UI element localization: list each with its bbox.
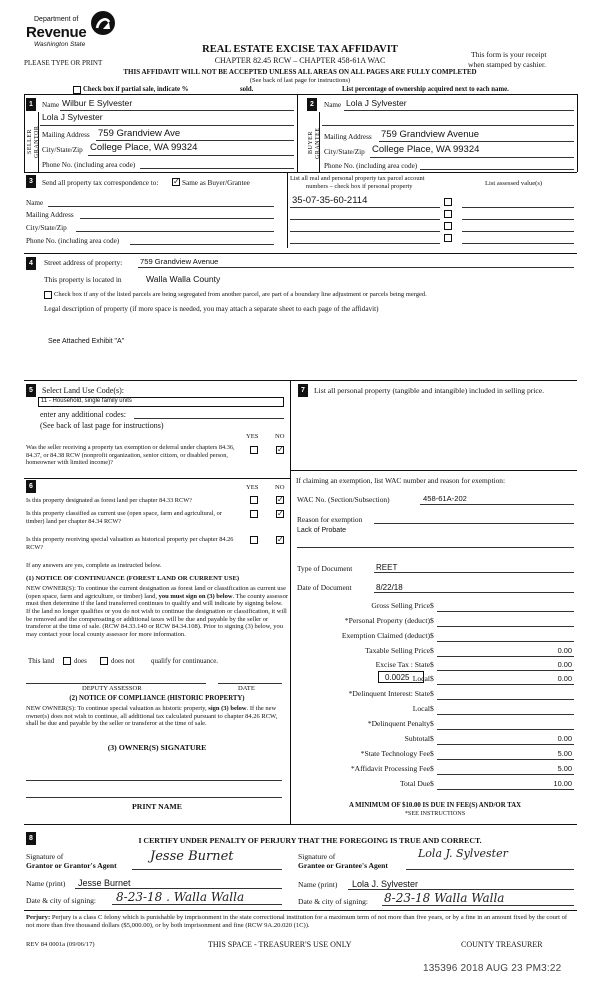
tax-row-label: Subtotal <box>404 734 430 743</box>
buyer-name-1[interactable]: Lola J Sylvester <box>346 98 407 108</box>
buyer-phone-label: Phone No. (including area code) <box>324 162 418 170</box>
this-land-label: This land <box>28 657 55 665</box>
grantor-signature[interactable]: Jesse Burnet <box>150 849 234 864</box>
section-1-number: 1 <box>26 98 36 111</box>
notice-continuance-text <box>26 585 288 639</box>
grantor-date-city[interactable]: 8-23-18 . Walla Walla <box>116 890 245 904</box>
grantee-agent-label: Grantee or Grantee's Agent <box>298 861 388 870</box>
section6-yes: YES <box>246 484 259 491</box>
tax-row-currency: $ <box>430 764 434 773</box>
tax-row-label: *Delinquent Penalty <box>367 719 430 728</box>
receipt-note-1: This form is your receipt <box>471 50 547 59</box>
local-rate-box[interactable] <box>378 671 424 683</box>
tax-row-currency: $ <box>430 660 434 669</box>
section-5-number: 5 <box>26 384 36 397</box>
perjury-text: Perjury is a class C felony which is punishable by imprisonment in the state correctional institution for a maximum term of not more than five years, or by a fine in an amount fixed by the court of not more than five thousand dollars ($5,000.00), or by both imprisonment and fine (RCW 9A.20.020 (1C)). <box>26 914 568 929</box>
seller-phone-label: Phone No. (including area code) <box>42 161 136 169</box>
grantor-name-label: Name (print) <box>26 879 66 888</box>
partial-sale-label: Check box if partial sale, indicate % <box>83 86 189 93</box>
section5-yes: YES <box>246 433 259 440</box>
tax-row-currency: $ <box>430 646 434 655</box>
form-title: REAL ESTATE EXCISE TAX AFFIDAVIT <box>202 44 398 55</box>
any-yes-instruction: If any answers are yes, complete as instructed below. <box>26 562 162 569</box>
document-date[interactable]: 8/22/18 <box>376 583 403 592</box>
seller-name-1[interactable]: Wilbur E Sylvester <box>62 98 133 108</box>
same-as-buyer-label: Same as Buyer/Grantee <box>182 179 250 187</box>
revision-label: REV 84 0001a (09/06/17) <box>26 941 95 948</box>
additional-codes-label: enter any additional codes: <box>40 410 126 419</box>
street-address-label: Street address of property: <box>44 258 123 267</box>
buyer-grantee-label: BUYER GRANTEE <box>308 127 321 159</box>
certify-statement: I CERTIFY UNDER PENALTY OF PERJURY THAT THE FOREGOING IS TRUE AND CORRECT. <box>138 836 482 845</box>
seller-mailing[interactable]: 759 Grandview Ave <box>98 128 181 139</box>
tax-row-currency: $ <box>430 631 434 640</box>
tax-row-currency: $ <box>430 749 434 758</box>
correspondence-name-label: Name <box>26 199 44 207</box>
seller-grantor-label: SELLER GRANTOR <box>27 125 40 159</box>
notice-continuance-p2: . The county assessor must then determine if the land transferred continues to qualify and will indicate by signing below. If the land no longer qualifies or you do not wish to continue the designation or classification, it will be removed and the compensating or additional taxes will be due and payable by the seller or transferor at the time of sale. (RCW 84.33.140 or RCW 84.34.108). Prior to signing (3) below, you may contact your local county assessor for more information. <box>26 592 288 638</box>
notice-compliance-p2: . If the new owner(s) does not wish to continue, all additional tax calculated pursuant to chapter 84.26 RCW, shall be due and payable by the seller or transferor at the time of sale. <box>26 705 278 728</box>
see-back-note: (See back of last page for instructions) <box>249 77 351 84</box>
located-in-label: This property is located in <box>44 275 122 284</box>
legal-description[interactable]: See Attached Exhibit "A" <box>48 338 125 345</box>
see-instructions-note: *SEE INSTRUCTIONS <box>404 810 466 817</box>
land-use-value: 11 - Household, single family units <box>41 398 132 404</box>
qualify-label: qualify for continuance. <box>151 657 219 665</box>
forest-yes-checkbox[interactable] <box>250 496 258 504</box>
receipt-note-2: when stamped by cashier. <box>468 60 547 69</box>
historic-yes-checkbox[interactable] <box>250 536 258 544</box>
tax-row-label: Excise Tax : State <box>375 660 430 669</box>
land-use-select[interactable] <box>38 397 284 407</box>
send-correspondence-label: Send all property tax correspondence to: <box>42 179 159 187</box>
correspondence-mailing-label: Mailing Address <box>26 211 74 219</box>
partial-sale-checkbox[interactable] <box>73 86 81 94</box>
grantor-date-city-label: Date & city of signing: <box>26 896 97 905</box>
grantee-date-city-label: Date & city of signing: <box>298 897 369 906</box>
buyer-mailing-label: Mailing Address <box>324 133 372 141</box>
tax-row-value[interactable]: 5.00 <box>557 749 572 758</box>
tax-row-label: *Delinquent Interest: State <box>348 689 430 698</box>
buyer-name-label: Name <box>324 101 342 109</box>
treasurer-stamp: 135396 2018 AUG 23 PM3:22 <box>423 963 562 974</box>
tax-row-label: Exemption Claimed (deduct) <box>341 631 430 640</box>
tax-row-label: Taxable Selling Price <box>365 646 430 655</box>
current-use-no-checkbox[interactable]: ✓ <box>277 509 284 518</box>
tax-row-label: Total Due <box>399 779 430 788</box>
parcel-1-personal-checkbox[interactable] <box>444 198 452 206</box>
notice-compliance-p1: NEW OWNER(S): To continue special valuation as historic property, <box>26 705 209 712</box>
section-4-number: 4 <box>26 257 36 270</box>
grantee-signature[interactable]: Lola J. Sylvester <box>418 847 508 860</box>
parcel-3-personal-checkbox[interactable] <box>444 222 452 230</box>
correspondence-city-label: City/State/Zip <box>26 224 67 232</box>
wac-number-label: WAC No. (Section/Subsection) <box>297 495 390 504</box>
tax-row-label: *State Technology Fee <box>360 749 430 758</box>
tax-row-currency: $ <box>430 704 434 713</box>
buyer-city-label: City/State/Zip <box>324 148 365 156</box>
grantee-date-city[interactable]: 8-23-18 Walla Walla <box>384 891 505 905</box>
print-note: PLEASE TYPE OR PRINT <box>24 59 103 67</box>
document-type-label: Type of Document <box>297 564 353 573</box>
perjury-note <box>26 914 576 930</box>
grantor-name[interactable]: Jesse Burnet <box>78 878 131 888</box>
historic-question: Is this property receiving special valuation as historical property per chapter 84.26 RCW? <box>26 536 234 551</box>
seller-city[interactable]: College Place, WA 99324 <box>90 142 198 153</box>
tax-row-value[interactable]: 0.00 <box>557 734 572 743</box>
seller-name-2[interactable]: Lola J Sylvester <box>42 112 103 122</box>
exemption-reason-label: Reason for exemption <box>297 515 363 524</box>
grantee-name-label: Name (print) <box>298 880 338 889</box>
grantor-agent-label: Grantor or Grantor's Agent <box>26 861 117 870</box>
forest-no-checkbox[interactable]: ✓ <box>277 495 284 504</box>
seller-mailing-label: Mailing Address <box>42 131 90 139</box>
owner-signature-label: (3) OWNER(S) SIGNATURE <box>107 743 207 752</box>
does-not-checkbox[interactable] <box>100 657 108 665</box>
notice-compliance-text <box>26 705 288 728</box>
land-use-see-back: (See back of last page for instructions) <box>40 421 164 430</box>
minimum-due-note: A MINIMUM OF $10.00 IS DUE IN FEE(S) AND/OR TAX <box>348 802 522 809</box>
section-7-number: 7 <box>298 384 308 397</box>
parcel-header-2: numbers – check box if personal property <box>306 183 413 190</box>
form-chapter: CHAPTER 82.45 RCW – CHAPTER 458-61A WAC <box>214 56 386 65</box>
grantee-signature-label: Signature of <box>298 852 336 861</box>
tax-row-value[interactable]: 0.00 <box>557 646 572 655</box>
tax-row-label: Local <box>412 674 430 683</box>
tax-row-currency: $ <box>430 719 434 728</box>
parcel-number-1[interactable]: 35-07-35-60-2114 <box>292 195 368 206</box>
tax-row-label: *Affidavit Processing Fee <box>350 764 430 773</box>
land-use-label: Select Land Use Code(s): <box>42 386 124 395</box>
tax-row-value[interactable]: 0.00 <box>557 660 572 669</box>
exemption-no-checkbox[interactable]: ✓ <box>277 445 284 454</box>
grantee-name[interactable]: Lola J. Sylvester <box>352 879 419 889</box>
wac-number[interactable]: 458-61A-202 <box>423 494 467 503</box>
tax-row-currency: $ <box>430 616 434 625</box>
exemption-yes-checkbox[interactable] <box>250 446 258 454</box>
does-checkbox[interactable] <box>63 657 71 665</box>
logo-name: Revenue <box>26 24 87 41</box>
legal-description-label: Legal description of property (if more space is needed, you may attach a separate sheet to each page of the affidavit) <box>44 305 379 313</box>
section-3-number: 3 <box>26 175 36 188</box>
buyer-city[interactable]: College Place, WA 99324 <box>372 144 480 155</box>
does-not-label: does not <box>111 657 135 665</box>
parcel-header-1: List all real and personal property tax parcel account <box>290 175 425 182</box>
document-date-label: Date of Document <box>297 583 352 592</box>
correspondence-phone-label: Phone No. (including area code) <box>26 237 120 245</box>
tax-row-currency: $ <box>430 734 434 743</box>
tax-row-label: *Personal Property (deduct) <box>344 616 430 625</box>
section-8-number: 8 <box>26 832 36 845</box>
section5-no: NO <box>275 433 285 440</box>
does-label: does <box>74 657 87 665</box>
logo <box>24 10 124 52</box>
notice-compliance-title: (2) NOTICE OF COMPLIANCE (HISTORIC PROPERTY) <box>69 695 245 702</box>
exemption-reason[interactable]: Lack of Probate <box>297 527 347 534</box>
segregated-label: Check box if any of the listed parcels are being segregated from another parcel, are part of a boundary line adjustment or parcels being merged. <box>54 291 427 298</box>
warning-note: THIS AFFIDAVIT WILL NOT BE ACCEPTED UNLESS ALL AREAS ON ALL PAGES ARE FULLY COMPLETED <box>123 68 477 76</box>
tax-row-label: Local <box>412 704 430 713</box>
notice-continuance-title: (1) NOTICE OF CONTINUANCE (FOREST LAND OR CURRENT USE) <box>26 575 240 582</box>
section6-no: NO <box>275 484 285 491</box>
deputy-assessor-label: DEPUTY ASSESSOR <box>82 685 142 692</box>
wac-intro: If claiming an exemption, list WAC number and reason for exemption: <box>296 476 506 485</box>
county-treasurer-label: COUNTY TREASURER <box>461 940 543 949</box>
local-rate: 0.0025 <box>385 673 410 682</box>
assessor-date-label: DATE <box>238 685 255 692</box>
exemption-question: Was the seller receiving a property tax exemption or deferral under chapters 84.36, 84.37, or 84.38 RCW (nonprofit organization, senior citizen, or disabled person, homeowner with limited income)? <box>26 444 235 467</box>
historic-no-checkbox[interactable]: ✓ <box>277 535 284 544</box>
logo-state: Washington State <box>34 41 86 48</box>
current-use-question: Is this property classified as current use (open space, farm and agricultural, or timber) land per chapter 84.34 RCW? <box>26 510 222 525</box>
segregated-checkbox[interactable] <box>44 291 52 299</box>
notice-compliance-bold: sign (3) below <box>208 705 247 712</box>
perjury-bold: Perjury: <box>26 914 51 921</box>
revenue-logo-icon <box>90 10 116 36</box>
tax-row-currency: $ <box>430 779 434 788</box>
tax-row-currency: $ <box>430 674 434 683</box>
treasurer-space-label: THIS SPACE - TREASURER'S USE ONLY <box>208 940 352 949</box>
tax-row-value[interactable]: 10.00 <box>553 779 572 788</box>
section-6-number: 6 <box>26 480 36 493</box>
ownership-pct-note: List percentage of ownership acquired next to each name. <box>342 86 509 93</box>
seller-city-label: City/State/Zip <box>42 146 83 154</box>
forest-land-question: Is this property designated as forest land per chapter 84.33 RCW? <box>26 497 192 504</box>
notice-continuance-bold: you must sign on (3) below <box>158 592 233 600</box>
print-name-label: PRINT NAME <box>132 802 182 811</box>
sold-label: sold. <box>240 86 254 93</box>
notice-continuance-p1: NEW OWNER(S): To continue the current designation as forest land or classification as current use (open space, farm and agriculture, or timber) land, <box>26 585 286 600</box>
assessed-header: List assessed value(s) <box>485 180 543 187</box>
parcel-4-personal-checkbox[interactable] <box>444 234 452 242</box>
document-type[interactable]: REET <box>376 563 398 572</box>
personal-property-label: List all personal property (tangible and intangible) included in selling price. <box>314 386 545 395</box>
buyer-mailing[interactable]: 759 Grandview Avenue <box>381 129 480 140</box>
current-use-yes-checkbox[interactable] <box>250 510 258 518</box>
tax-row-value[interactable]: 5.00 <box>557 764 572 773</box>
logo-dept: Department of <box>34 16 79 23</box>
section-2-number: 2 <box>307 98 317 111</box>
street-address[interactable]: 759 Grandview Avenue <box>140 257 219 266</box>
grantor-signature-label: Signature of <box>26 852 64 861</box>
same-as-buyer-checkbox[interactable]: ✓ <box>173 177 180 186</box>
tax-row-value[interactable]: 0.00 <box>557 674 572 683</box>
tax-row-currency: $ <box>430 689 434 698</box>
tax-row-currency: $ <box>430 601 434 610</box>
located-in-county[interactable]: Walla Walla County <box>146 274 221 284</box>
parcel-2-personal-checkbox[interactable] <box>444 210 452 218</box>
seller-name-label: Name <box>42 101 60 109</box>
tax-row-label: Gross Selling Price <box>371 601 430 610</box>
